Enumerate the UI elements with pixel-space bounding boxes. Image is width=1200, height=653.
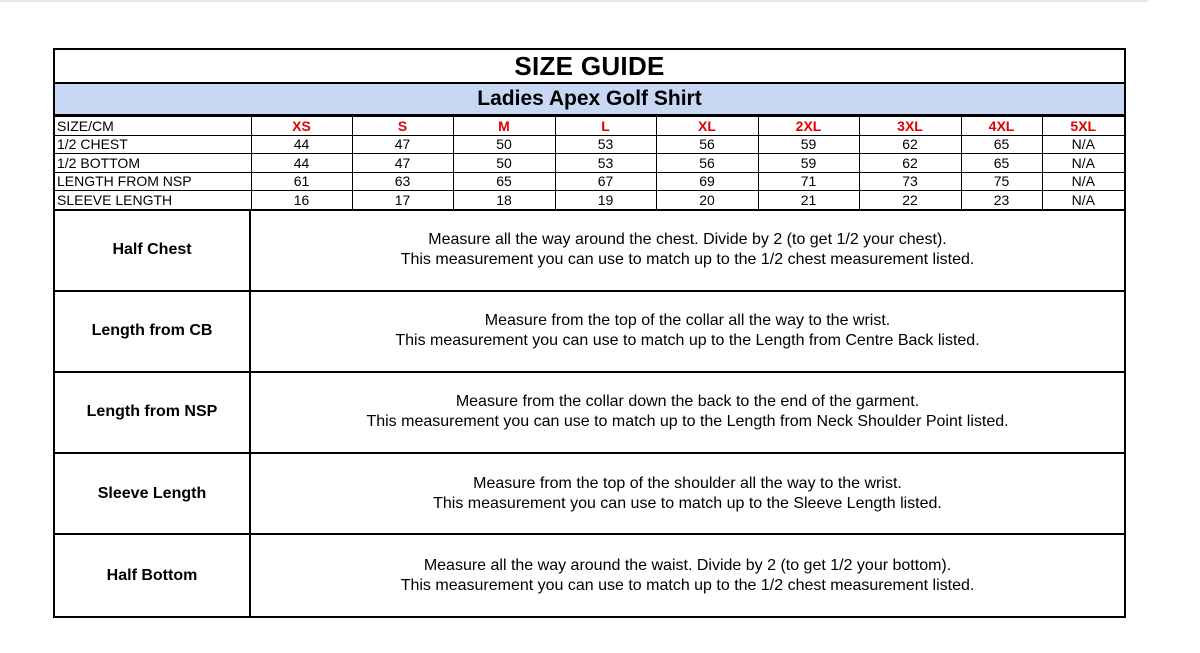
product-subtitle: Ladies Apex Golf Shirt (55, 84, 1124, 116)
row-label: SLEEVE LENGTH (55, 191, 251, 210)
table-cell: N/A (1042, 154, 1124, 173)
table-row (55, 154, 1124, 173)
guide-label: Half Bottom (55, 535, 251, 616)
guide-half-chest (55, 211, 1124, 292)
guide-length-from-nsp (55, 373, 1124, 454)
guide-sleeve-length (55, 454, 1124, 535)
guide-line: Measure from the top of the shoulder all the way to the wrist. (473, 474, 902, 492)
table-cell: 44 (251, 135, 352, 154)
guide-line: Measure all the way around the chest. Divide by 2 (to get 1/2 your chest). (428, 231, 947, 249)
table-row (55, 172, 1124, 191)
table-cell: 65 (453, 172, 555, 191)
table-cell: 75 (961, 172, 1042, 191)
guide-label: Half Chest (55, 211, 251, 290)
size-5xl: 5XL (1042, 117, 1124, 136)
table-cell: 73 (859, 172, 961, 191)
table-cell: 59 (758, 135, 859, 154)
size-header-row (55, 117, 1124, 136)
table-cell: 23 (961, 191, 1042, 210)
table-cell: 16 (251, 191, 352, 210)
guide-instructions (251, 454, 1124, 533)
size-l: L (555, 117, 656, 136)
page-title: SIZE GUIDE (55, 50, 1124, 84)
table-cell: 61 (251, 172, 352, 191)
table-cell: 71 (758, 172, 859, 191)
table-cell: 22 (859, 191, 961, 210)
row-label: LENGTH FROM NSP (55, 172, 251, 191)
guide-line: This measurement you can use to match up to the 1/2 chest measurement listed. (400, 576, 975, 594)
table-cell: 65 (961, 154, 1042, 173)
guide-instructions (251, 211, 1124, 290)
guide-line: This measurement you can use to match up to the Length from Centre Back listed. (395, 332, 980, 350)
table-cell: 62 (859, 135, 961, 154)
guide-instructions (251, 373, 1124, 452)
table-cell: 50 (453, 154, 555, 173)
table-cell: 50 (453, 135, 555, 154)
size-2xl: 2XL (758, 117, 859, 136)
size-header-label: SIZE/CM (55, 117, 251, 136)
table-row (55, 135, 1124, 154)
table-row (55, 191, 1124, 210)
top-divider (0, 0, 1148, 2)
table-cell: 67 (555, 172, 656, 191)
guide-line: Measure all the way around the waist. Divide by 2 (to get 1/2 your bottom). (423, 556, 952, 574)
guide-line: Measure from the collar down the back to the end of the garment. (455, 393, 920, 411)
size-xs: XS (251, 117, 352, 136)
table-cell: 18 (453, 191, 555, 210)
table-cell: N/A (1042, 191, 1124, 210)
table-cell: 63 (352, 172, 453, 191)
table-cell: 62 (859, 154, 961, 173)
size-table (55, 116, 1124, 211)
table-cell: 19 (555, 191, 656, 210)
table-cell: 47 (352, 135, 453, 154)
table-cell: 65 (961, 135, 1042, 154)
guide-half-bottom (55, 535, 1124, 616)
table-cell: 17 (352, 191, 453, 210)
table-cell: N/A (1042, 135, 1124, 154)
guide-label: Sleeve Length (55, 454, 251, 533)
size-3xl: 3XL (859, 117, 961, 136)
table-cell: 56 (656, 154, 758, 173)
table-cell: N/A (1042, 172, 1124, 191)
guide-line: Measure from the top of the collar all the way to the wrist. (484, 312, 891, 330)
size-xl: XL (656, 117, 758, 136)
guide-length-from-cb (55, 292, 1124, 373)
table-cell: 21 (758, 191, 859, 210)
size-guide-sheet (53, 48, 1126, 618)
size-s: S (352, 117, 453, 136)
size-4xl: 4XL (961, 117, 1042, 136)
table-cell: 53 (555, 135, 656, 154)
guide-instructions (251, 292, 1124, 371)
guide-line: This measurement you can use to match up to the Sleeve Length listed. (433, 494, 942, 512)
table-cell: 69 (656, 172, 758, 191)
table-cell: 56 (656, 135, 758, 154)
table-cell: 44 (251, 154, 352, 173)
guide-line: This measurement you can use to match up to the Length from Neck Shoulder Point listed. (366, 413, 1009, 431)
row-label: 1/2 CHEST (55, 135, 251, 154)
table-cell: 53 (555, 154, 656, 173)
guide-label: Length from CB (55, 292, 251, 371)
guide-label: Length from NSP (55, 373, 251, 452)
guide-line: This measurement you can use to match up to the 1/2 chest measurement listed. (400, 251, 975, 269)
table-cell: 47 (352, 154, 453, 173)
size-m: M (453, 117, 555, 136)
table-cell: 59 (758, 154, 859, 173)
guide-instructions (251, 535, 1124, 616)
table-cell: 20 (656, 191, 758, 210)
row-label: 1/2 BOTTOM (55, 154, 251, 173)
